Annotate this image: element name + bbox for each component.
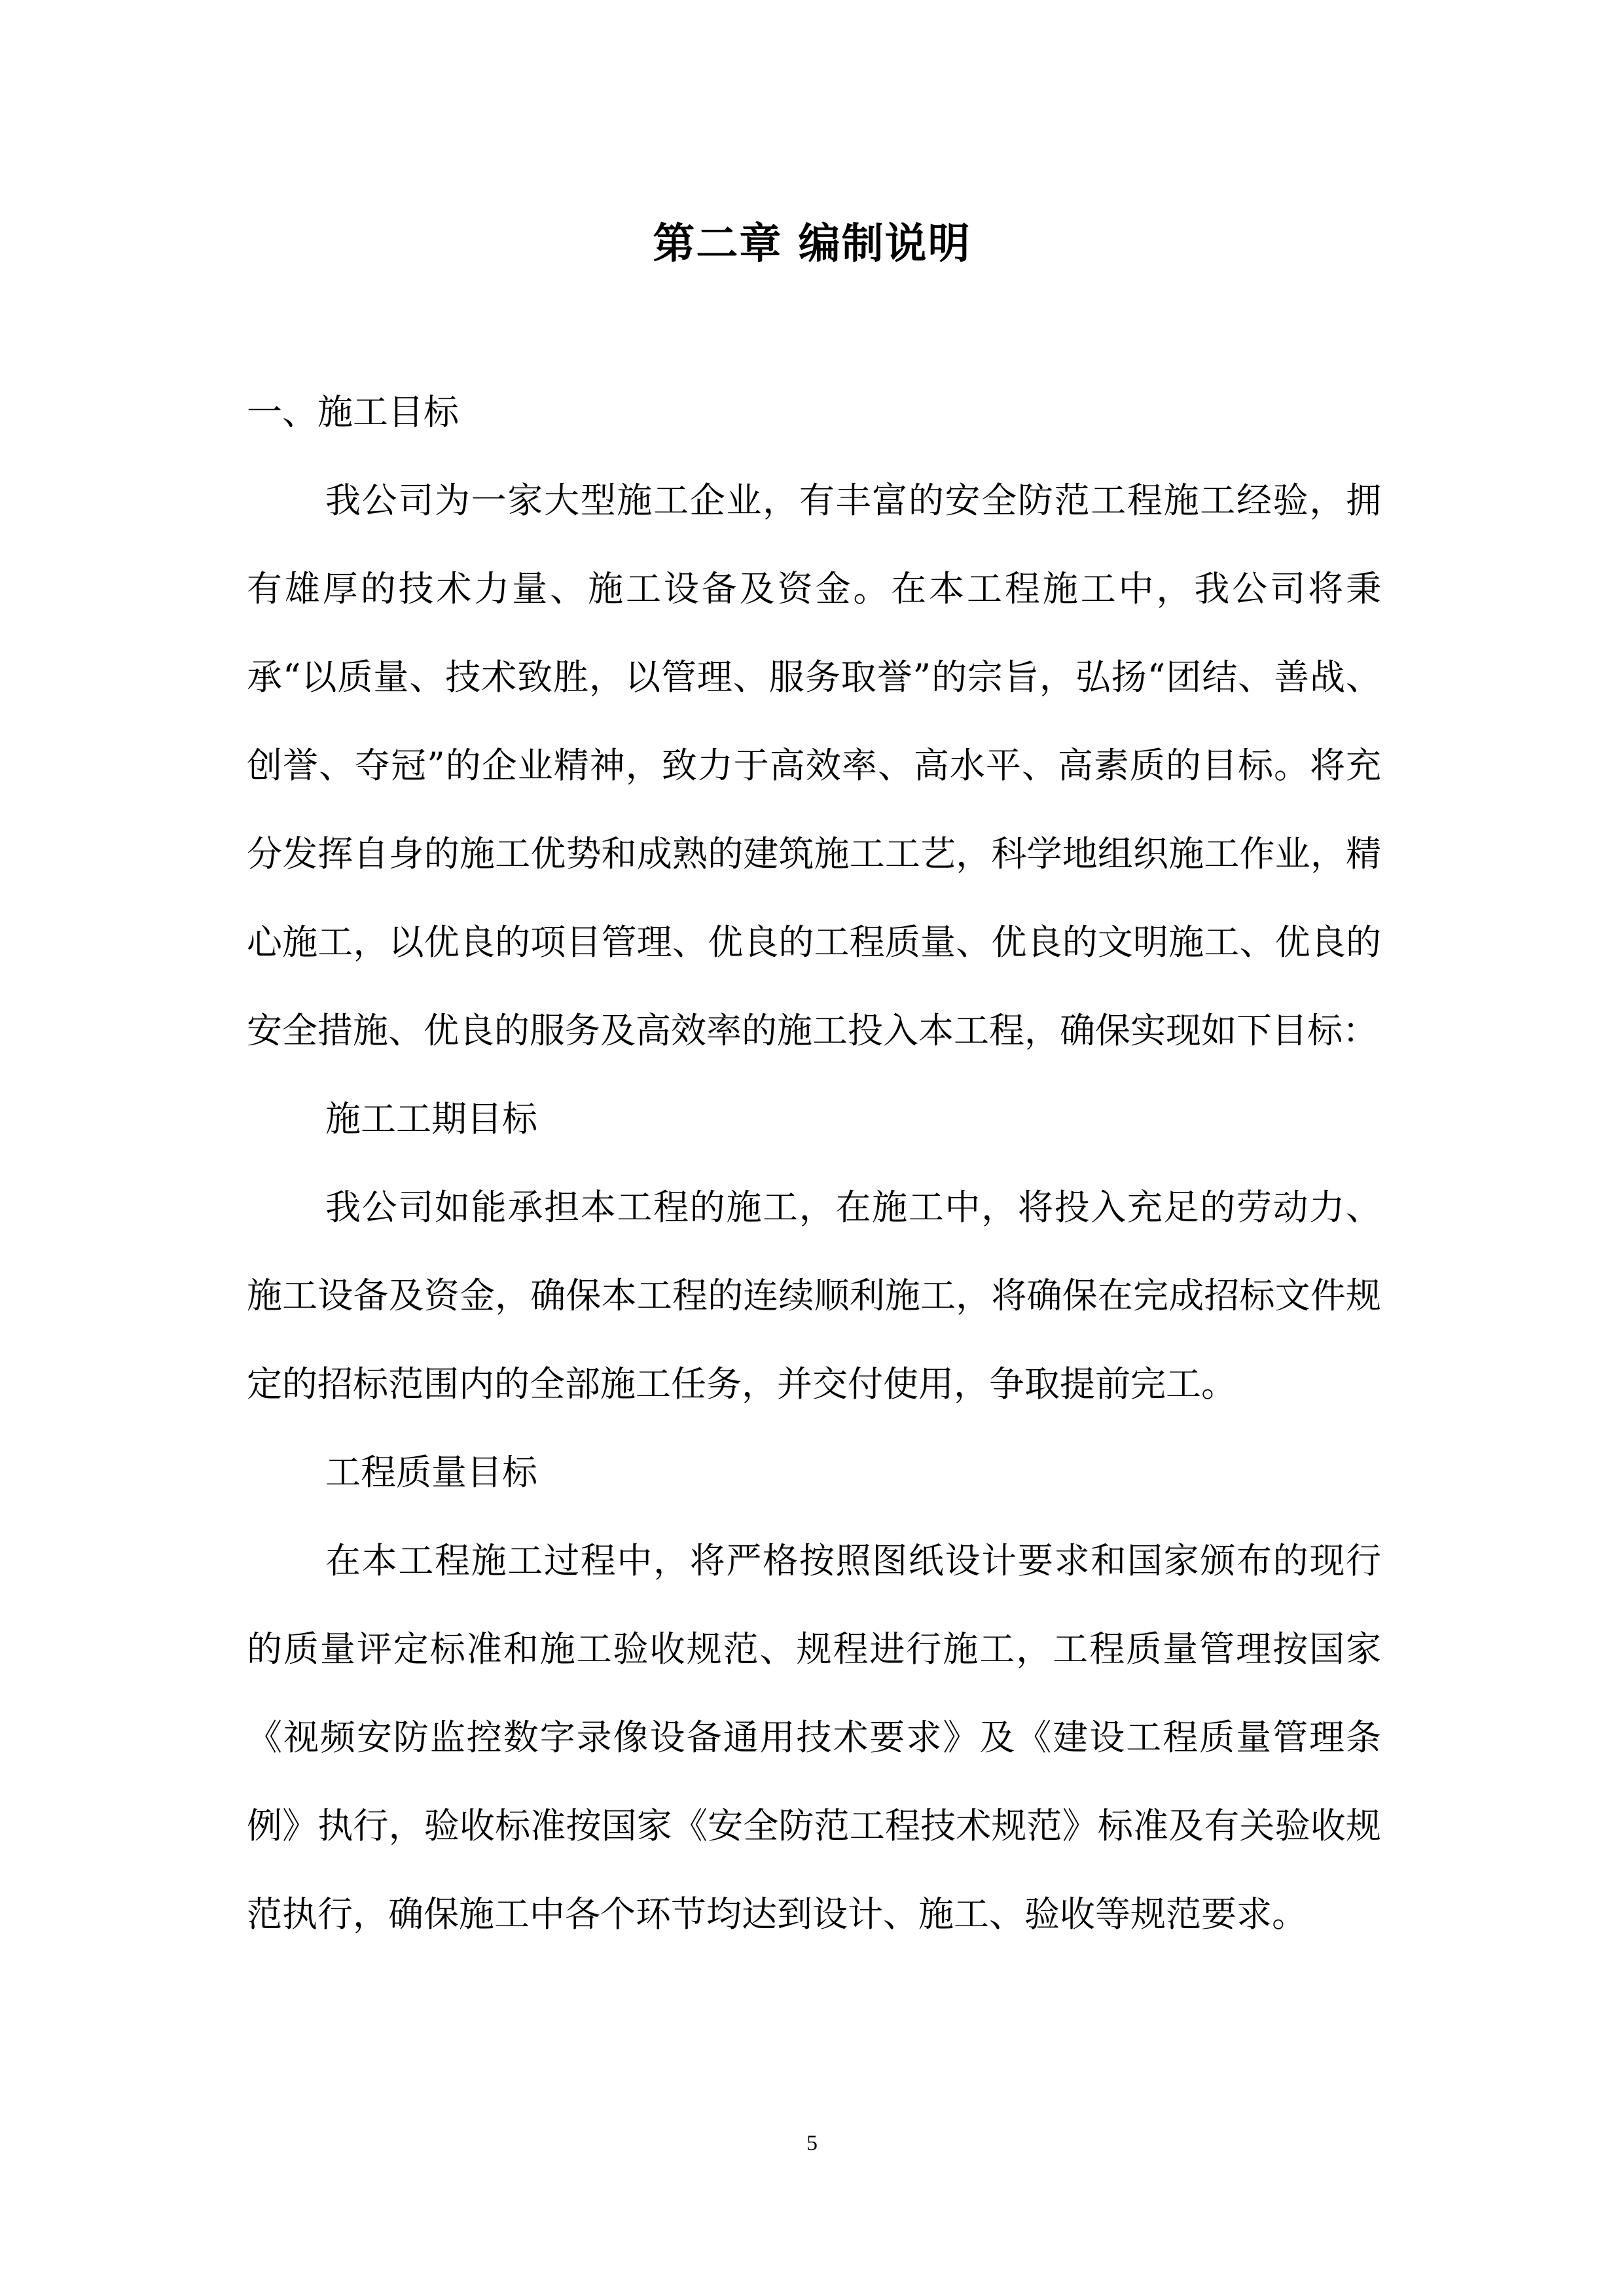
chapter-title: 第二章 编制说明 [653,220,971,268]
schedule-paragraph: 我公司如能承担本工程的施工，在施工中，将投入充足的劳动力、施工设备及资金，确保本工程的连续顺利施工，将确保在完成招标文件规定的招标范围内的全部施工任务，并交付使用，争取提前完工。 [247,1187,1381,1405]
intro-paragraph: 我公司为一家大型施工企业，有丰富的安全防范工程施工经验，拥有雄厚的技术力量、施工设备及资金。在本工程施工中，我公司将秉承“以质量、技术致胜，以管理、服务取誉”的宗旨，弘扬“团结、善战、创誉、夺冠”的企业精神，致力于高效率、高水平、高素质的目标。将充分发挥自身的施工优势和成熟的建筑施工工艺，科学地组织施工作业，精心施工，以优良的项目管理、优良的工程质量、优良的文明施工、优良的安全措施、优良的服务及高效率的施工投入本工程，确保实现如下目标： [247,480,1381,1051]
page-number: 5 [806,2131,818,2155]
section-heading: 一、施工目标 [247,391,459,433]
quality-paragraph: 在本工程施工过程中，将严格按照图纸设计要求和国家颁布的现行的质量评定标准和施工验收规范、规程进行施工，工程质量管理按国家《视频安防监控数字录像设备通用技术要求》及《建设工程质量管理条例》执行，验收标准按国家《安全防范工程技术规范》标准及有关验收规范执行，确保施工中各个环节均达到设计、施工、验收等规范要求。 [247,1540,1381,1935]
document-body [247,368,1381,1958]
schedule-heading: 施工工期目标 [325,1098,537,1139]
quality-heading: 工程质量目标 [325,1452,537,1493]
